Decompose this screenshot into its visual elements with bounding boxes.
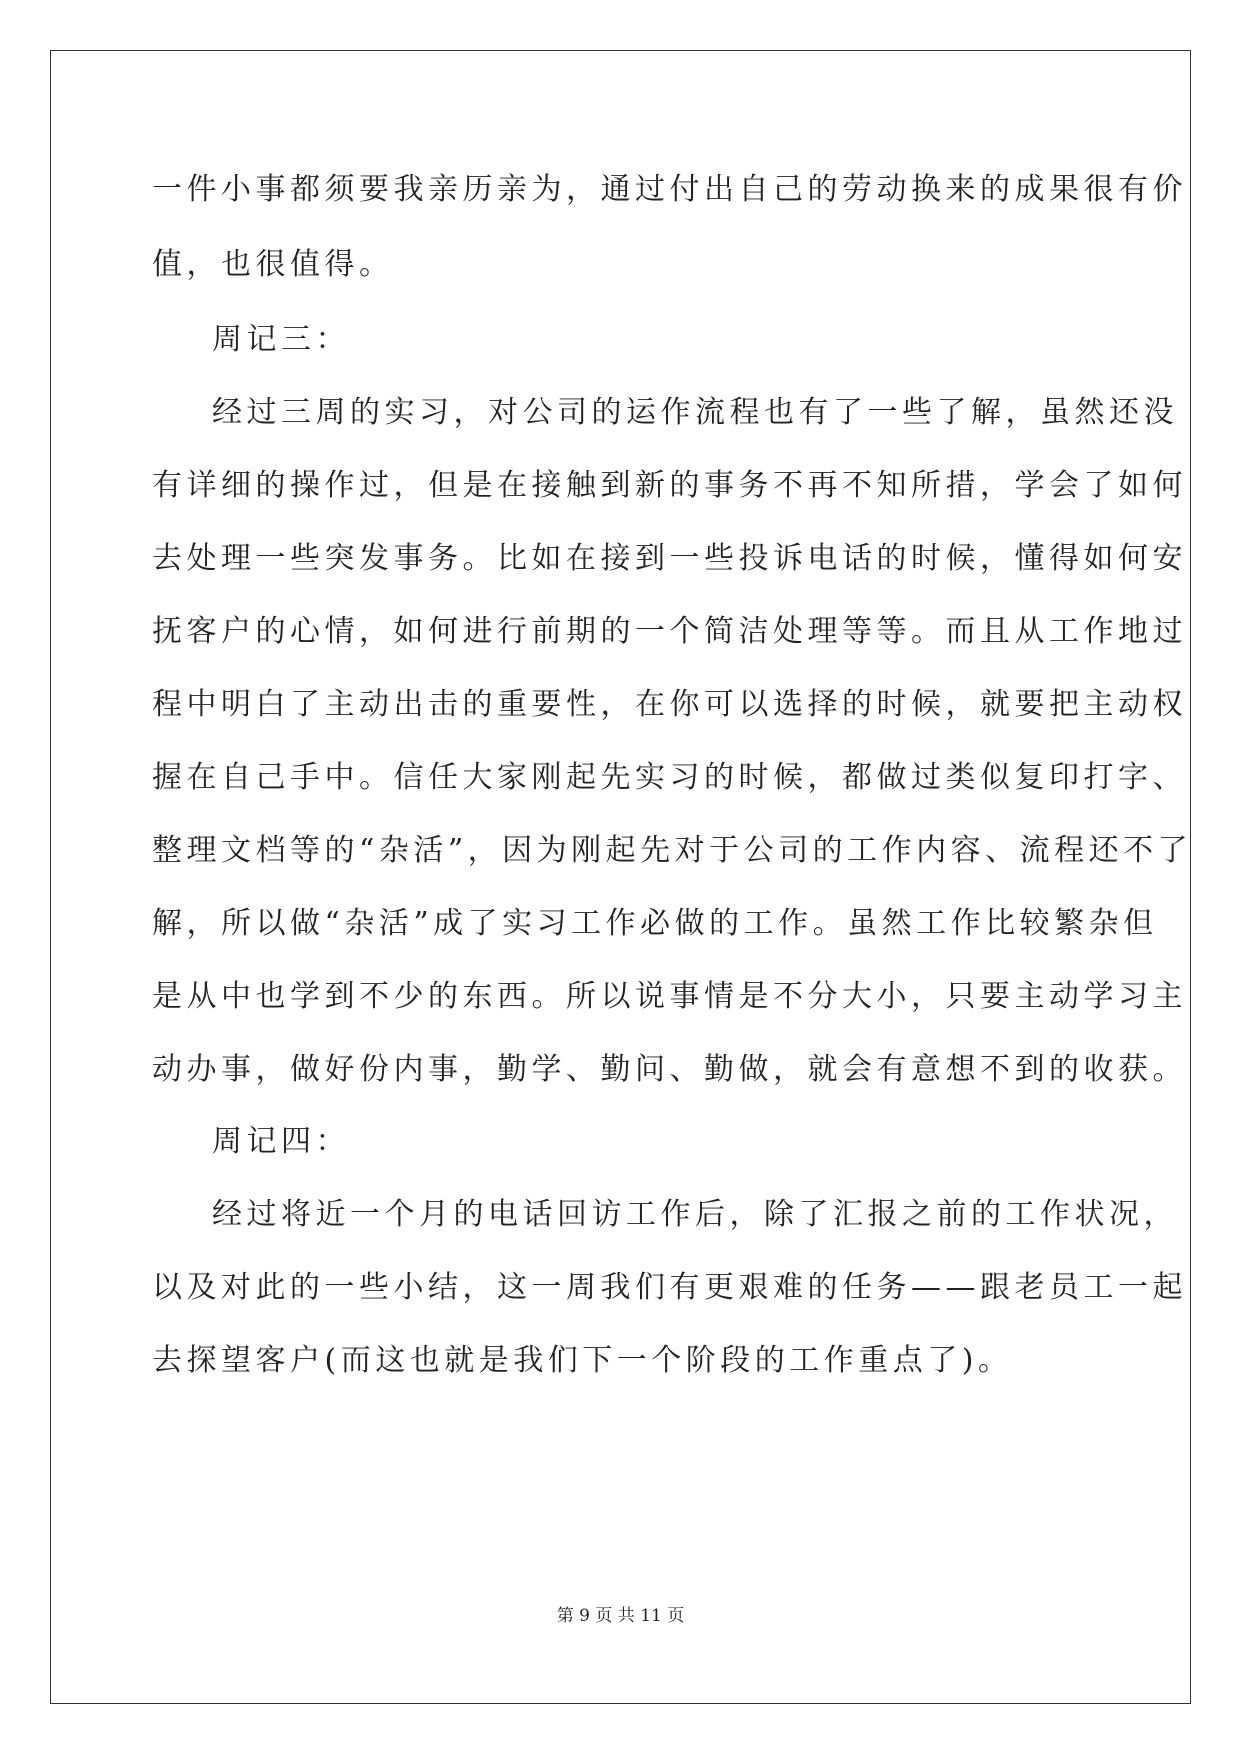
body-text-line: 有详细的操作过，但是在接触到新的事务不再不知所措，学会了如何 xyxy=(152,468,1187,503)
body-text-line: 值，也很值得。 xyxy=(152,247,394,282)
body-text-line: 整理文档等的“杂活”，因为刚起先对于公司的工作内容、流程还不了 xyxy=(152,833,1193,868)
body-text-line: 以及对此的一些小结，这一周我们有更艰难的任务——跟老员工一起 xyxy=(152,1270,1187,1305)
body-text-line: 动办事，做好份内事，勤学、勤问、勤做，就会有意想不到的收获。 xyxy=(152,1052,1187,1087)
body-text-line: 去处理一些突发事务。比如在接到一些投诉电话的时候，懂得如何安 xyxy=(152,541,1187,576)
body-text-line: 握在自己手中。信任大家刚起先实习的时候，都做过类似复印打字、 xyxy=(152,760,1187,795)
body-text-line: 是从中也学到不少的东西。所以说事情是不分大小，只要主动学习主 xyxy=(152,979,1187,1014)
body-text-line: 经过三周的实习，对公司的运作流程也有了一些了解，虽然还没 xyxy=(212,395,1178,430)
body-text-line: 一件小事都须要我亲历亲为，通过付出自己的劳动换来的成果很有价 xyxy=(152,172,1187,207)
body-text-line: 解，所以做“杂活”成了实习工作必做的工作。虽然工作比较繁杂但 xyxy=(152,906,1158,941)
body-text-line: 抚客户的心情，如何进行前期的一个简洁处理等等。而且从工作地过 xyxy=(152,614,1187,649)
page-number-footer: 第 9 页 共 11 页 xyxy=(556,1606,685,1626)
section-heading-week-3: 周记三： xyxy=(212,322,350,357)
section-heading-week-4: 周记四： xyxy=(212,1124,350,1159)
page-border xyxy=(50,50,1191,1704)
body-text-line: 程中明白了主动出击的重要性，在你可以选择的时候，就要把主动权 xyxy=(152,687,1187,722)
body-text-line: 去探望客户(而这也就是我们下一个阶段的工作重点了)。 xyxy=(152,1343,1013,1378)
body-text-line: 经过将近一个月的电话回访工作后，除了汇报之前的工作状况， xyxy=(212,1197,1178,1232)
